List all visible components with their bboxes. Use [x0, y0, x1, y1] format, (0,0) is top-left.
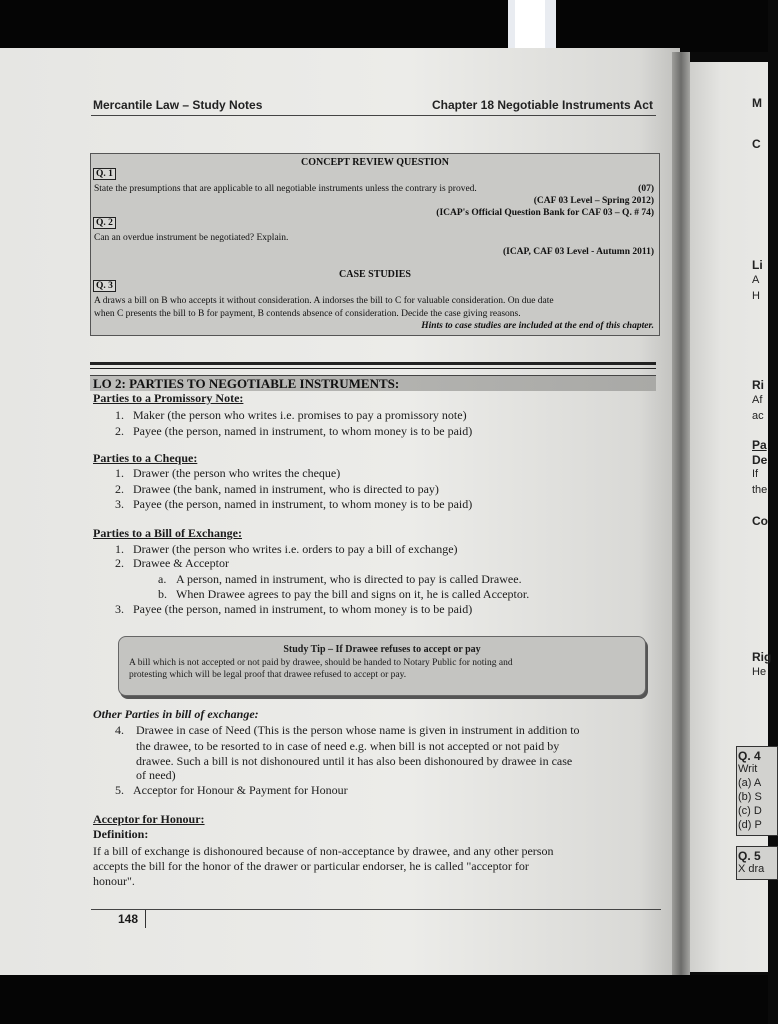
right-page-fragment: X dra: [738, 863, 765, 875]
list-item: [115, 408, 467, 423]
list-item: [115, 783, 348, 798]
question-3-line-1: A draws a bill on B who accepts it without consideration. A indorses the bill to C for valuable consideration. On due date: [94, 296, 554, 306]
list-text: Maker (the person who writes i.e. promises to pay a promissory note): [133, 408, 467, 422]
definition-line: If a bill of exchange is dishonoured because of non-acceptance by drawee, and any other person: [93, 844, 554, 858]
footer-rule: [91, 909, 661, 910]
right-page-fragment: Pa: [752, 438, 767, 452]
question-1-source-bank: (ICAP's Official Question Bank for CAF 03 – Q. # 74): [436, 208, 654, 218]
question-2-source: (ICAP, CAF 03 Level - Autumn 2011): [502, 247, 654, 257]
list-item: [115, 542, 458, 557]
list-text: Payee (the person, named in instrument, to whom money is to be paid): [133, 424, 473, 438]
list-item: [115, 466, 340, 481]
right-page-fragment: Ri: [752, 378, 764, 392]
promissory-heading: Parties to a Promissory Note:: [93, 391, 244, 405]
case-studies-title: CASE STUDIES: [339, 269, 411, 280]
definition-label: Definition:: [93, 827, 149, 841]
list-text: drawee. Such a bill is not dishonoured until it has also been dishonoured by drawee in case: [136, 754, 573, 768]
list-number: 1.: [115, 466, 124, 480]
list-text: the drawee, to be resorted to in case of need e.g. when bill is not accepted or not paid by: [136, 739, 560, 753]
list-number: 2.: [115, 424, 124, 438]
question-tag-1: Q. 1: [93, 168, 116, 180]
list-letter: a.: [158, 572, 167, 586]
concept-review-box: [90, 153, 660, 336]
list-number: 3.: [115, 602, 124, 616]
scan-light-glare-core: [515, 0, 545, 52]
list-number: 1.: [115, 408, 124, 422]
lo-heading: LO 2: PARTIES TO NEGOTIABLE INSTRUMENTS:: [90, 375, 656, 391]
right-page-fragment: C: [752, 137, 761, 151]
definition-line: honour".: [93, 874, 135, 888]
list-letter: b.: [158, 587, 167, 601]
study-tip-box: [118, 636, 646, 696]
right-page-fragment: If: [752, 468, 759, 480]
list-number: 3.: [115, 497, 124, 511]
page-number: 148: [118, 912, 139, 926]
list-text: of need): [136, 768, 176, 782]
right-page-fragment: (c) D: [738, 805, 762, 817]
list-text: When Drawee agrees to pay the bill and signs on it, he is called Acceptor.: [176, 587, 530, 601]
list-text: Acceptor for Honour & Payment for Honour: [133, 783, 348, 797]
question-1-text: State the presumptions that are applicable to all negotiable instruments unless the contrary is proved.: [94, 184, 477, 194]
header-rule: [91, 115, 656, 116]
list-number: 1.: [115, 542, 124, 556]
list-item: [115, 556, 229, 571]
right-page-fragment: Writ: [738, 763, 758, 775]
right-page-fragment: Co: [752, 514, 768, 528]
section-rule-thin: [90, 368, 656, 369]
list-item: [115, 497, 472, 512]
sub-list-item: [158, 572, 522, 587]
question-tag-3: Q. 3: [93, 280, 116, 292]
question-3-line-2: when C presents the bill to B for payment, B contends absence of consideration. Decide the case giving reasons.: [94, 309, 521, 319]
list-text: Payee (the person, named in instrument, to whom money is to be paid): [133, 497, 473, 511]
book-gutter: [672, 52, 690, 977]
right-page-fragment: De: [752, 453, 768, 467]
right-page-fragment: A: [752, 274, 760, 286]
right-page-fragment: (b) S: [738, 791, 762, 803]
list-text: Drawer (the person who writes the cheque): [133, 466, 341, 480]
definition-line: accepts the bill for the honor of the drawer or particular endorser, he is called "acceptor for: [93, 859, 529, 873]
other-parties-heading: Other Parties in bill of exchange:: [93, 707, 259, 721]
list-item: [115, 482, 439, 497]
list-text: A person, named in instrument, who is directed to pay is called Drawee.: [176, 572, 522, 586]
review-title: CONCEPT REVIEW QUESTION: [301, 157, 449, 168]
right-page-fragment: Rig: [752, 650, 772, 664]
list-text: Drawee in case of Need (This is the person whose name is given in instrument in addition to: [136, 723, 580, 737]
right-page-fragment: Q. 4: [738, 749, 761, 763]
question-2-text: Can an overdue instrument be negotiated? Explain.: [94, 233, 289, 243]
right-page-fragment: M: [752, 96, 762, 110]
right-page-fragment: Q. 5: [738, 849, 761, 863]
right-page-fragment: the: [752, 484, 768, 496]
study-tip-line-1: A bill which is not accepted or not paid by drawee, should be handed to Notary Public for noting and: [129, 658, 513, 668]
list-number: 2.: [115, 482, 124, 496]
right-page-edge: [690, 62, 772, 972]
right-page-fragment: He: [752, 666, 767, 678]
question-1-marks: (07): [638, 184, 654, 194]
running-header-left: Mercantile Law – Study Notes: [93, 98, 263, 112]
list-number: 4.: [115, 723, 124, 737]
right-page-fragment: (a) A: [738, 777, 762, 789]
list-item: [115, 602, 472, 617]
question-tag-2: Q. 2: [93, 217, 116, 229]
list-number: 5.: [115, 783, 124, 797]
right-page-fragment: H: [752, 290, 760, 302]
list-number: 2.: [115, 556, 124, 570]
list-text: Drawee & Acceptor: [133, 556, 229, 570]
scan-bottom-edge: [0, 975, 768, 1024]
scan-top-edge: [0, 0, 768, 52]
list-item: [115, 424, 472, 439]
list-text: Drawee (the bank, named in instrument, who is directed to pay): [133, 482, 439, 496]
list-text: Drawer (the person who writes i.e. orders to pay a bill of exchange): [133, 542, 458, 556]
case-study-hint: Hints to case studies are included at the end of this chapter.: [421, 321, 654, 331]
sub-list-item: [158, 587, 529, 602]
study-tip-title: Study Tip – If Drawee refuses to accept or pay: [283, 644, 481, 655]
bill-heading: Parties to a Bill of Exchange:: [93, 526, 242, 540]
cheque-heading: Parties to a Cheque:: [93, 451, 198, 465]
right-page-fragment: (d) P: [738, 819, 762, 831]
right-page-fragment: Li: [752, 258, 763, 272]
page-number-divider: [145, 910, 146, 928]
section-rule-thick: [90, 362, 656, 365]
right-page-fragment: Af: [752, 394, 763, 406]
right-page-fragment: ac: [752, 410, 764, 422]
acceptor-heading: Acceptor for Honour:: [93, 812, 205, 826]
question-1-source: (CAF 03 Level – Spring 2012): [533, 196, 654, 206]
study-tip-line-2: protesting which will be legal proof that drawee refused to accept or pay.: [129, 670, 407, 680]
list-text: Payee (the person, named in instrument, to whom money is to be paid): [133, 602, 473, 616]
running-header-right: Chapter 18 Negotiable Instruments Act: [432, 98, 653, 112]
